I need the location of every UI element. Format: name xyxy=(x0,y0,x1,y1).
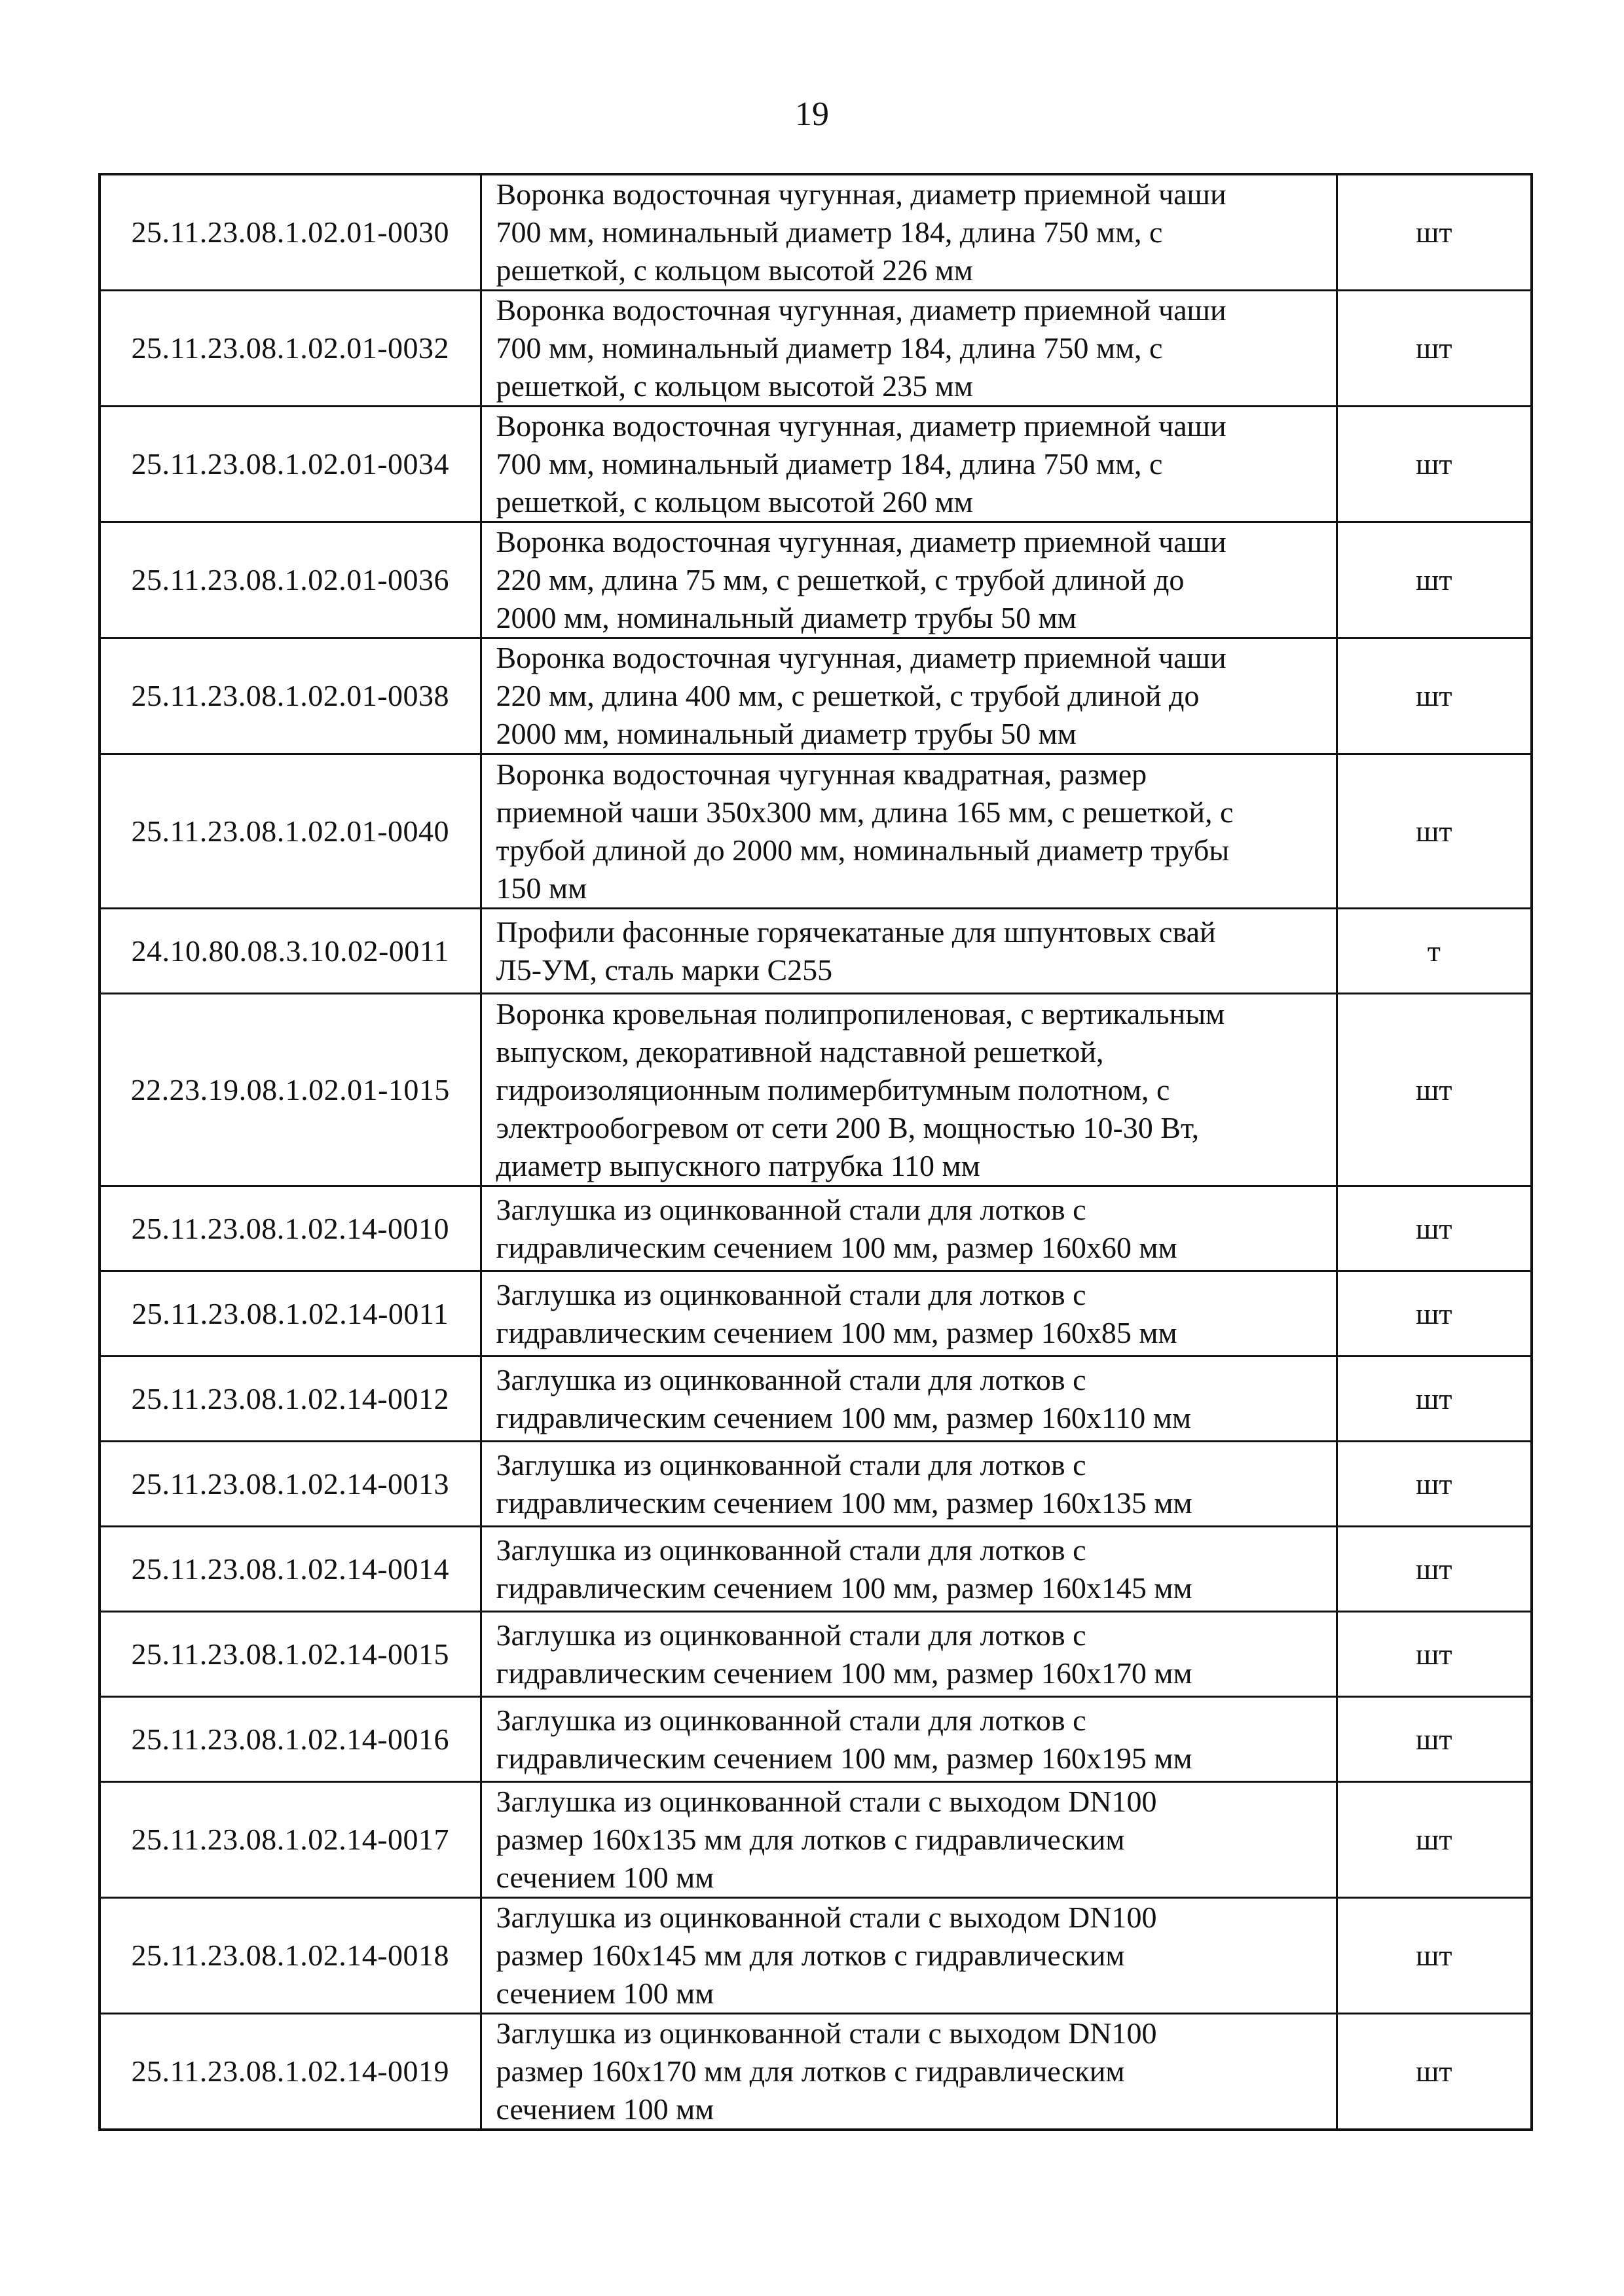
resource-table-body xyxy=(100,174,1532,2130)
resource-description: Заглушка из оцинкованной стали для лотков с гидравлическим сечением 100 мм, размер 160х145 мм xyxy=(481,1527,1337,1612)
resource-code: 25.11.23.08.1.02.14-0014 xyxy=(100,1527,481,1612)
resource-description: Воронка водосточная чугунная, диаметр приемной чаши 220 мм, длина 400 мм, с решеткой, с трубой длиной до 2000 мм, номинальный диаметр трубы 50 мм xyxy=(481,638,1337,754)
resource-code: 25.11.23.08.1.02.14-0019 xyxy=(100,2014,481,2130)
unit-of-measure: шт xyxy=(1337,754,1532,909)
table-row xyxy=(100,2014,1532,2130)
table-row xyxy=(100,1271,1532,1357)
resource-code: 22.23.19.08.1.02.01-1015 xyxy=(100,994,481,1186)
unit-of-measure: шт xyxy=(1337,1442,1532,1527)
resource-description: Профили фасонные горячекатаные для шпунтовых свай Л5-УМ, сталь марки С255 xyxy=(481,909,1337,994)
unit-of-measure: шт xyxy=(1337,291,1532,407)
resource-description: Заглушка из оцинкованной стали для лотков с гидравлическим сечением 100 мм, размер 160х60 мм xyxy=(481,1186,1337,1271)
resource-description: Заглушка из оцинкованной стали с выходом DN100 размер 160х135 мм для лотков с гидравлическим сечением 100 мм xyxy=(481,1782,1337,1898)
resource-code: 25.11.23.08.1.02.01-0038 xyxy=(100,638,481,754)
resource-code: 25.11.23.08.1.02.14-0016 xyxy=(100,1697,481,1782)
table-row xyxy=(100,1898,1532,2014)
resource-description: Воронка кровельная полипропиленовая, с вертикальным выпуском, декоративной надставной решеткой, гидроизоляционным полимербитумным полотном, с электрообогревом от сети 200 В, мощностью 10-30 Вт, диаметр выпускного патрубка 110 мм xyxy=(481,994,1337,1186)
resource-code: 25.11.23.08.1.02.14-0012 xyxy=(100,1357,481,1442)
resource-code: 25.11.23.08.1.02.14-0011 xyxy=(100,1271,481,1357)
resource-description: Заглушка из оцинкованной стали для лотков с гидравлическим сечением 100 мм, размер 160х85 мм xyxy=(481,1271,1337,1357)
unit-of-measure: шт xyxy=(1337,1782,1532,1898)
unit-of-measure: шт xyxy=(1337,1697,1532,1782)
resource-description: Заглушка из оцинкованной стали с выходом DN100 размер 160х145 мм для лотков с гидравлическим сечением 100 мм xyxy=(481,1898,1337,2014)
unit-of-measure: шт xyxy=(1337,174,1532,291)
resource-description: Воронка водосточная чугунная, диаметр приемной чаши 700 мм, номинальный диаметр 184, длина 750 мм, с решеткой, с кольцом высотой 235 мм xyxy=(481,291,1337,407)
resource-description: Заглушка из оцинкованной стали для лотков с гидравлическим сечением 100 мм, размер 160х135 мм xyxy=(481,1442,1337,1527)
resource-code: 25.11.23.08.1.02.14-0018 xyxy=(100,1898,481,2014)
unit-of-measure: шт xyxy=(1337,994,1532,1186)
resource-code: 25.11.23.08.1.02.01-0040 xyxy=(100,754,481,909)
unit-of-measure: шт xyxy=(1337,522,1532,638)
resource-description: Заглушка из оцинкованной стали для лотков с гидравлическим сечением 100 мм, размер 160х170 мм xyxy=(481,1612,1337,1697)
table-row xyxy=(100,522,1532,638)
resource-table xyxy=(98,173,1533,2131)
resource-description: Воронка водосточная чугунная, диаметр приемной чаши 700 мм, номинальный диаметр 184, длина 750 мм, с решеткой, с кольцом высотой 260 мм xyxy=(481,407,1337,522)
resource-code: 25.11.23.08.1.02.01-0034 xyxy=(100,407,481,522)
resource-code: 25.11.23.08.1.02.14-0013 xyxy=(100,1442,481,1527)
resource-code: 25.11.23.08.1.02.14-0010 xyxy=(100,1186,481,1271)
unit-of-measure: шт xyxy=(1337,638,1532,754)
resource-code: 25.11.23.08.1.02.01-0036 xyxy=(100,522,481,638)
resource-code: 25.11.23.08.1.02.01-0030 xyxy=(100,174,481,291)
resource-description: Заглушка из оцинкованной стали для лотков с гидравлическим сечением 100 мм, размер 160х110 мм xyxy=(481,1357,1337,1442)
unit-of-measure: шт xyxy=(1337,407,1532,522)
table-row xyxy=(100,754,1532,909)
unit-of-measure: шт xyxy=(1337,2014,1532,2130)
table-row xyxy=(100,174,1532,291)
unit-of-measure: шт xyxy=(1337,1527,1532,1612)
table-row xyxy=(100,638,1532,754)
resource-code: 24.10.80.08.3.10.02-0011 xyxy=(100,909,481,994)
table-row xyxy=(100,909,1532,994)
unit-of-measure: т xyxy=(1337,909,1532,994)
resource-description: Заглушка из оцинкованной стали с выходом DN100 размер 160х170 мм для лотков с гидравлическим сечением 100 мм xyxy=(481,2014,1337,2130)
resource-description: Воронка водосточная чугунная, диаметр приемной чаши 220 мм, длина 75 мм, с решеткой, с трубой длиной до 2000 мм, номинальный диаметр трубы 50 мм xyxy=(481,522,1337,638)
resource-code: 25.11.23.08.1.02.14-0017 xyxy=(100,1782,481,1898)
table-row xyxy=(100,1782,1532,1898)
resource-description: Заглушка из оцинкованной стали для лотков с гидравлическим сечением 100 мм, размер 160х195 мм xyxy=(481,1697,1337,1782)
unit-of-measure: шт xyxy=(1337,1612,1532,1697)
unit-of-measure: шт xyxy=(1337,1898,1532,2014)
unit-of-measure: шт xyxy=(1337,1186,1532,1271)
table-row xyxy=(100,1357,1532,1442)
page-number: 19 xyxy=(795,96,829,133)
table-row xyxy=(100,1442,1532,1527)
table-row xyxy=(100,1697,1532,1782)
table-row xyxy=(100,1612,1532,1697)
resource-code: 25.11.23.08.1.02.14-0015 xyxy=(100,1612,481,1697)
resource-code: 25.11.23.08.1.02.01-0032 xyxy=(100,291,481,407)
table-row xyxy=(100,1186,1532,1271)
table-row xyxy=(100,1527,1532,1612)
resource-description: Воронка водосточная чугунная квадратная, размер приемной чаши 350х300 мм, длина 165 мм, с решеткой, с трубой длиной до 2000 мм, номинальный диаметр трубы 150 мм xyxy=(481,754,1337,909)
table-row xyxy=(100,994,1532,1186)
unit-of-measure: шт xyxy=(1337,1271,1532,1357)
table-row xyxy=(100,407,1532,522)
unit-of-measure: шт xyxy=(1337,1357,1532,1442)
table-row xyxy=(100,291,1532,407)
resource-description: Воронка водосточная чугунная, диаметр приемной чаши 700 мм, номинальный диаметр 184, длина 750 мм, с решеткой, с кольцом высотой 226 мм xyxy=(481,174,1337,291)
